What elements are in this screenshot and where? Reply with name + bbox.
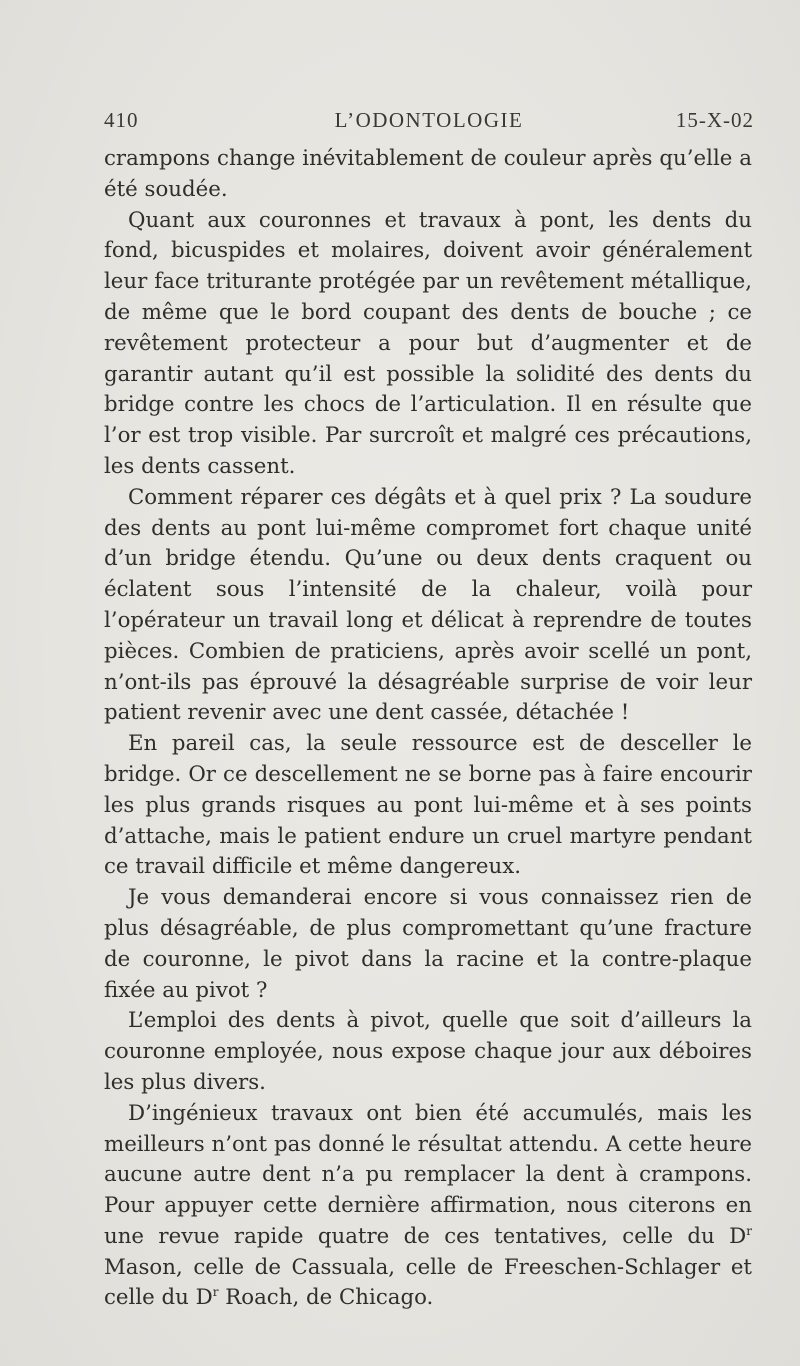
superscript: r bbox=[212, 1285, 219, 1300]
page-header bbox=[104, 108, 754, 136]
body-text bbox=[104, 144, 752, 1314]
abbreviation-doctor: D bbox=[729, 1223, 747, 1249]
paragraph: Comment réparer ces dégâts et à quel prix ? La soudure des dents au pont lui-même compromet fort chaque unité d’un bridge étendu. Qu’une ou deux dents craquent ou éclatent sous l’intensité de la chaleur, voilà pour l’opérateur un travail long et délicat à reprendre de toutes pièces. Combien de praticiens, après avoir scellé un pont, n’ont-ils pas éprouvé la désagréable surprise de voir leur patient revenir avec une dent cassée, détachée ! bbox=[104, 484, 752, 726]
paragraph: En pareil cas, la seule ressource est de desceller le bridge. Or ce descellement ne se borne pas à faire encourir les plus grands risques au pont lui-même et à ses points d’attache, mais le patient endure un cruel martyre pendant ce travail difficile et même dangereux. bbox=[104, 731, 752, 880]
paragraph: L’emploi des dents à pivot, quelle que soit d’ailleurs la couronne employée, nous expose chaque jour aux déboires les plus divers. bbox=[104, 1008, 752, 1095]
tail-text: Mason, celle de Cassuala, celle de Freeschen-Schlager et celle du D bbox=[104, 1254, 752, 1311]
page-number: 410 bbox=[104, 108, 139, 132]
paragraph bbox=[104, 1099, 752, 1315]
superscript: r bbox=[746, 1223, 752, 1238]
paragraph: Je vous demanderai encore si vous connaissez rien de plus désagréable, de plus compromettant qu’une fracture de couronne, le pivot dans la racine et la contre-plaque fixée au pivot ? bbox=[104, 885, 752, 1003]
paragraph: Quant aux couronnes et travaux à pont, les dents du fond, bicuspides et molaires, doivent avoir généralement leur face triturante protégée par un revêtement métallique, de même que le bord coupant des dents de bouche ; ce revêtement protecteur a pour but d’augmenter et de garantir autant qu’il est possible la solidité des dents du bridge contre les chocs de l’articulation. Il en résulte que l’or est trop visible. Par surcroît et malgré ces précautions, les dents cassent. bbox=[104, 207, 752, 479]
paragraph-continuation: crampons change inévitablement de couleur après qu’elle a été soudée. bbox=[104, 146, 752, 202]
tail-text: Roach, de Chicago. bbox=[218, 1285, 434, 1311]
running-title: L’ODONTOLOGIE bbox=[334, 108, 524, 132]
paragraph-text: D’ingénieux travaux ont bien été accumulés, mais les meilleurs n’ont pas donné le résultat attendu. A cette heure aucune autre dent n’a pu remplacer la dent à crampons. Pour appuyer cette dernière affirmation, nous citerons en une revue rapide quatre de ces tentatives, celle du bbox=[104, 1100, 752, 1249]
issue-date: 15-X-02 bbox=[675, 108, 754, 132]
